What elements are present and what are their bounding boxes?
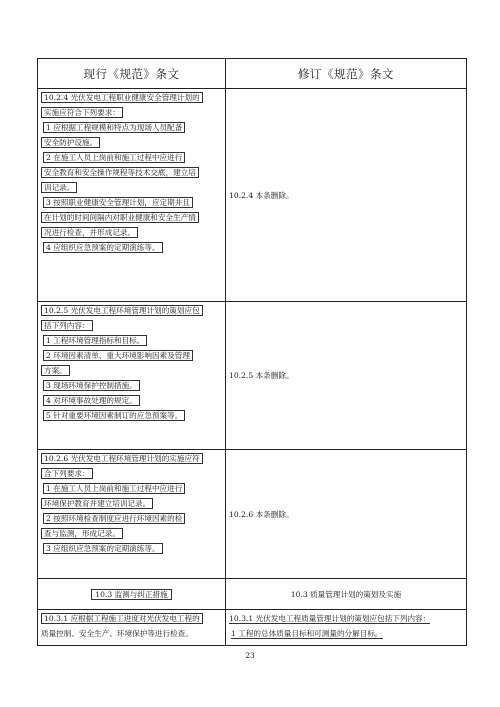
table-header-row (38, 59, 467, 89)
clause-line: 10.2.4 光伏发电工程职业健康安全管理计划的 (41, 92, 203, 103)
clause-line: 查与监测，形成记录。 (41, 528, 123, 539)
table-row (38, 450, 467, 579)
clause-line: 4 对环境事故处理的规定。 (43, 395, 140, 406)
clause-line: 质量控制、安全生产、环境保护等进行检查。 (41, 629, 193, 638)
clause-line: 10.3.1 光伏发电工程质量管理计划的策划应包括下列内容： (229, 614, 431, 623)
comparison-table (37, 58, 467, 646)
clause-line: 安全教育和安全操作规程等技术交底，建立培 (41, 167, 199, 178)
header-current-clauses: 现行《规范》条文 (38, 59, 226, 89)
clause-line: 2 在施工人员上岗前和施工过程中应进行 (43, 152, 185, 163)
clause-line: 1 在施工人员上岗前和施工过程中应进行 (43, 483, 185, 494)
section-row (38, 579, 467, 610)
current-clause-10-3-1 (38, 610, 226, 646)
clause-line: 10.2.6 光伏发电工程环境管理计划的实施应符 (41, 453, 203, 464)
current-clause-10-2-4 (38, 89, 226, 302)
clause-line: 1 应根据工程规模和特点为现场人员配备 (43, 122, 185, 133)
clause-line: 实施应符合下列要求： (41, 107, 123, 118)
clause-line: 安全防护设施。 (41, 137, 100, 148)
clause-line: 3 按照职业健康安全管理计划，应定期并且 (43, 197, 193, 208)
clause-line: 10.3.1 应根据工程施工进度对光伏发电工程的 (41, 613, 203, 624)
clause-line: 1 工程的总体质量目标和可测量的分解目标。 (231, 629, 383, 638)
clause-line: 训记录。 (41, 182, 77, 193)
table-row (38, 302, 467, 450)
clause-line: 10.2.5 光伏发电工程环境管理计划的策划应包 (41, 305, 203, 316)
revised-clause-10-3-1 (226, 610, 467, 646)
clause-line: 方案。 (41, 365, 70, 376)
clause-line: 1 工程环境管理指标和目标。 (43, 335, 147, 346)
section-revised: 10.3 质量管理计划的策划及实施 (226, 579, 467, 610)
header-revised-clauses: 修订《规范》条文 (226, 59, 467, 89)
revised-clause-10-2-6: 10.2.6 本条删除。 (226, 450, 467, 579)
clause-line: 4 应组织应急预案的定期演练等。 (43, 242, 163, 253)
clause-line: 3 应组织应急预案的定期演练等。 (43, 543, 163, 554)
revised-clause-10-2-5: 10.2.5 本条删除。 (226, 302, 467, 450)
clause-line: 环境保护教育并建立培训记录。 (41, 498, 153, 509)
comparison-page (37, 58, 466, 646)
clause-line: 2 按照环境检查制度应进行环境因素的检 (43, 513, 185, 524)
clause-line: 在计划的时间间隔内对职业健康和安全生产情 (41, 212, 199, 223)
clause-line: 况进行检查，并形成记录。 (41, 227, 138, 238)
current-clause-10-2-6 (38, 450, 226, 579)
revised-clause-10-2-4: 10.2.4 本条删除。 (226, 89, 467, 302)
clause-line: 5 针对重要环境因素制订的应急预案等。 (43, 410, 185, 421)
page-number: 23 (245, 651, 255, 660)
clause-line: 括下列内容： (41, 320, 93, 331)
table-row (38, 610, 467, 646)
clause-line: 2 环境因素清单、重大环境影响因素及管理 (43, 350, 193, 361)
section-current: 10.3 监测与纠正措施 (38, 579, 226, 610)
table-row (38, 89, 467, 302)
clause-line: 3 现场环境保护控制措施。 (43, 380, 140, 391)
current-clause-10-2-5 (38, 302, 226, 450)
clause-line: 合下列要求： (41, 468, 93, 479)
